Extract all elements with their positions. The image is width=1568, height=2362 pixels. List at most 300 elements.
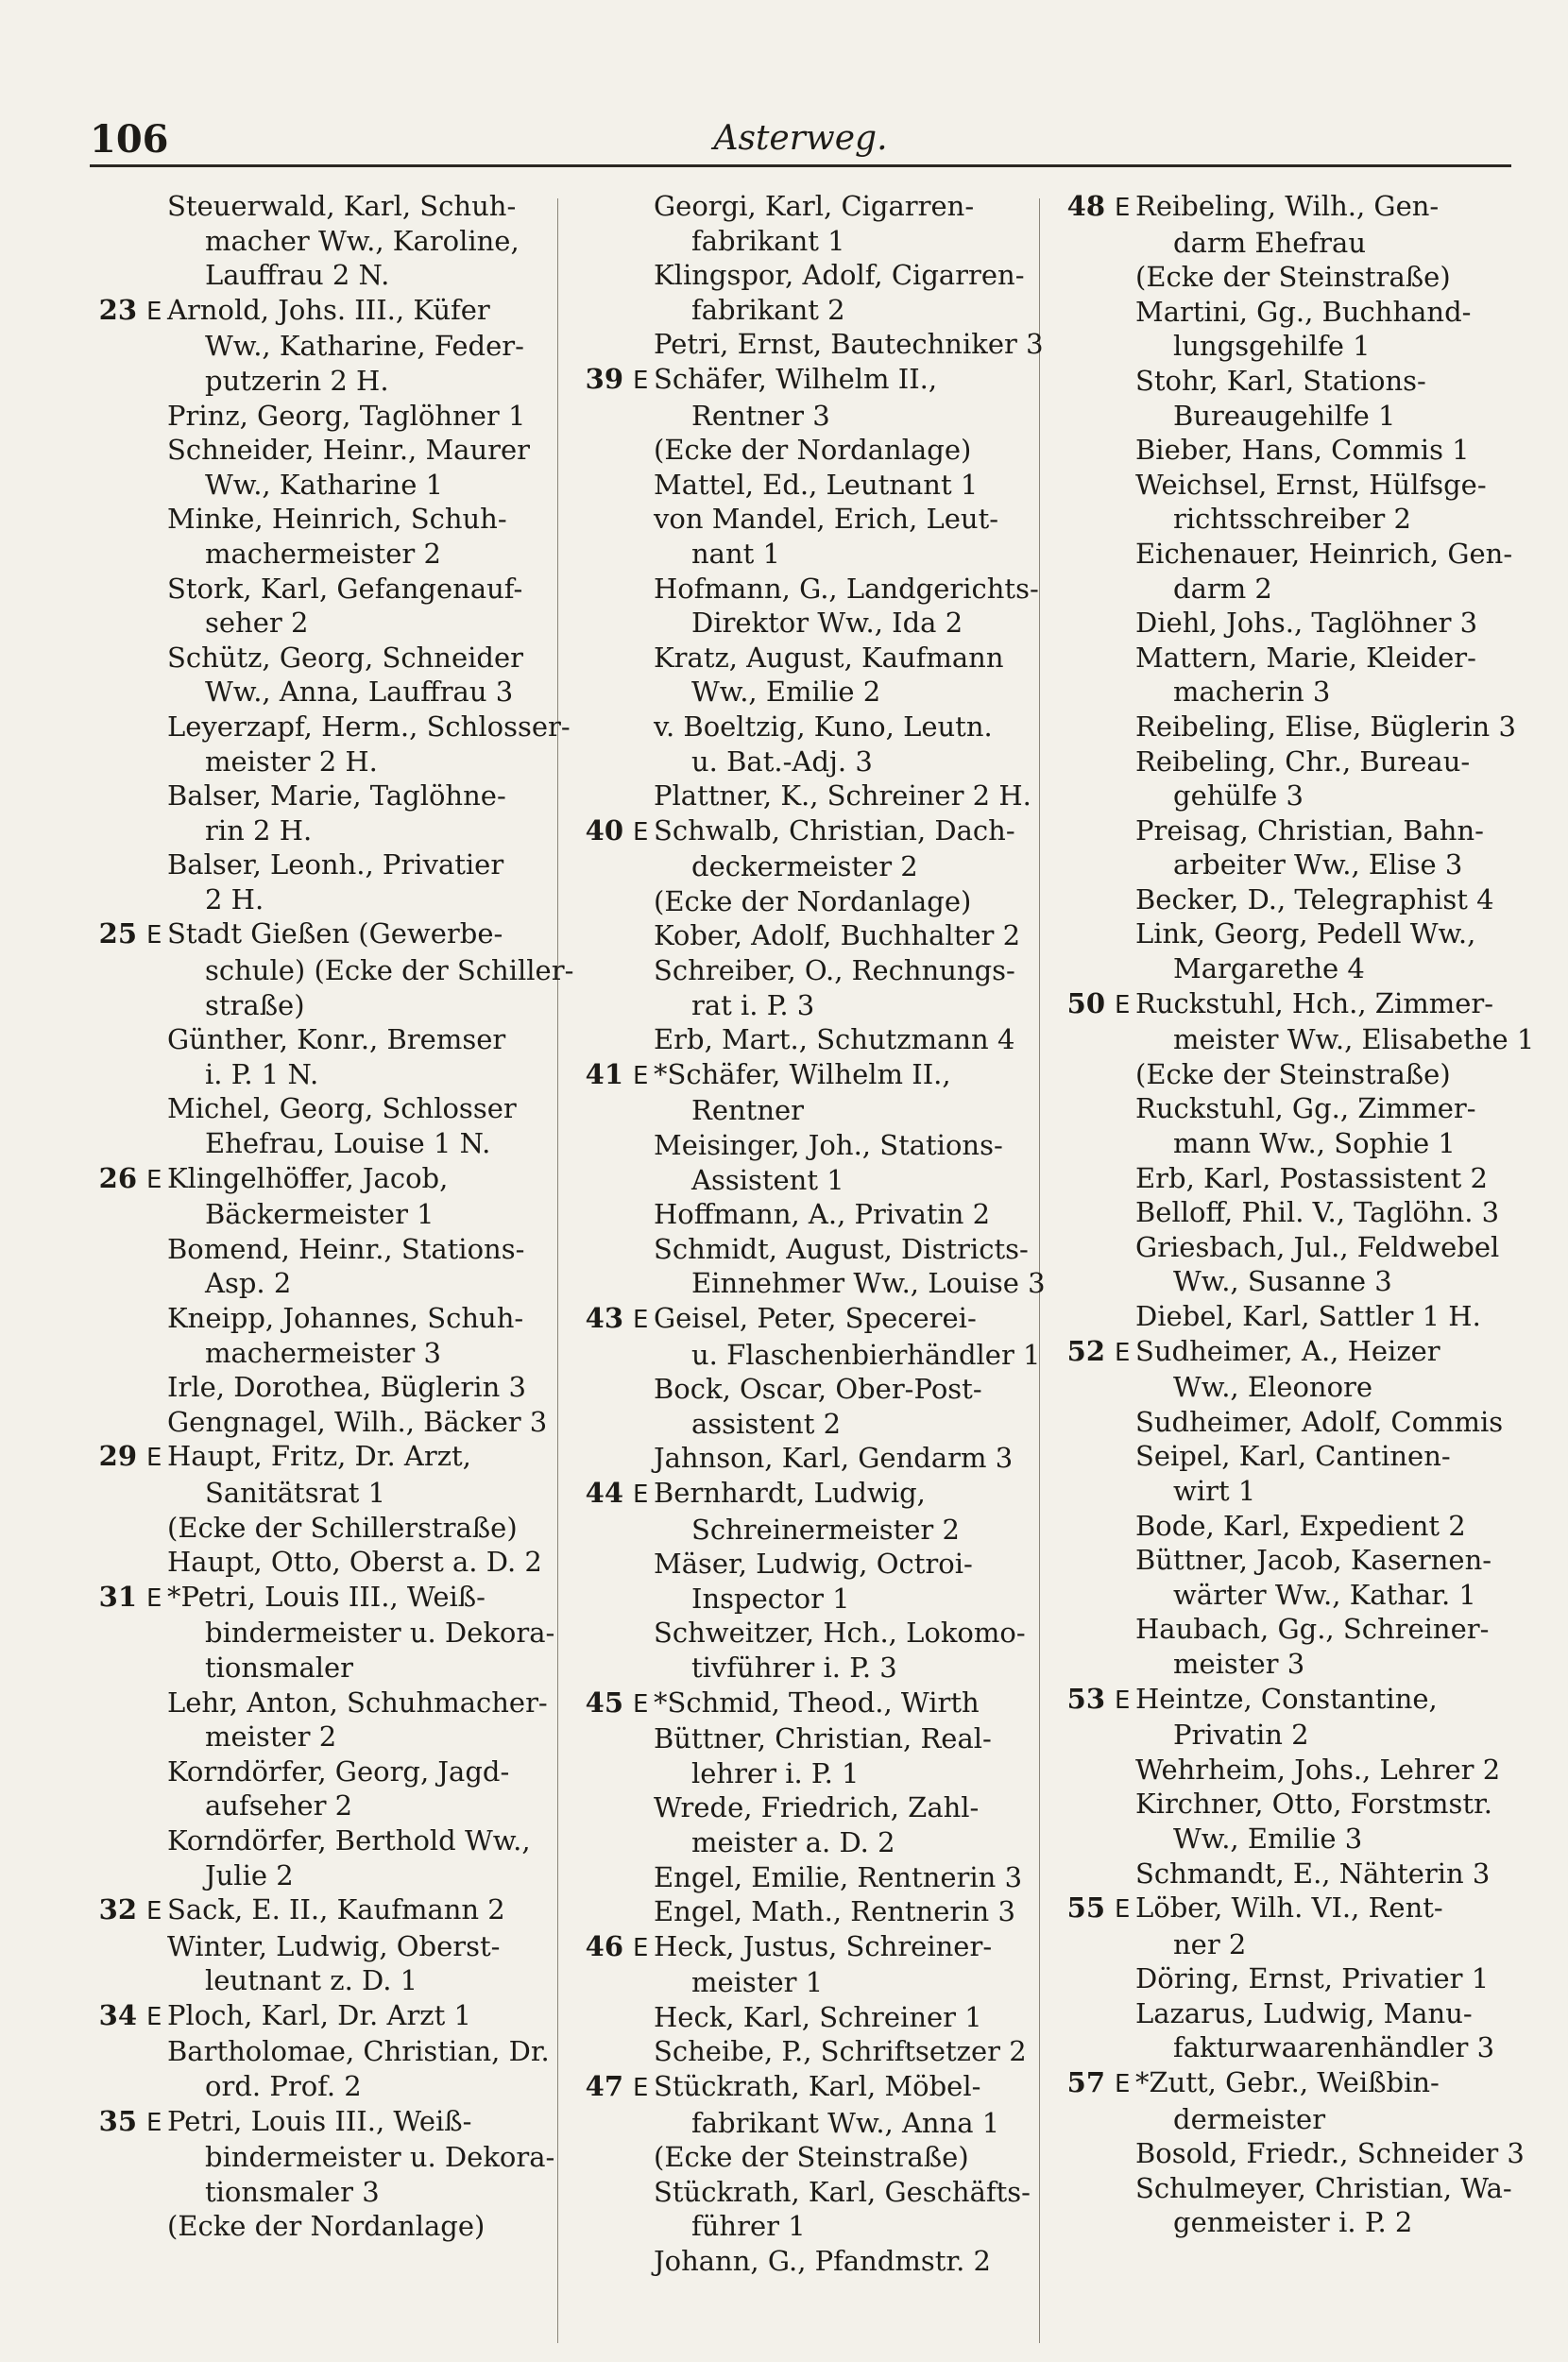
resident-line <box>567 1547 1058 1582</box>
entry-text: Ww., Emilie 3 <box>1173 1822 1363 1855</box>
entry-text: Bartholomae, Christian, Dr. <box>167 2035 550 2068</box>
owner-mark: E <box>633 2074 649 2103</box>
resident-line <box>1048 745 1540 779</box>
resident-line <box>567 779 1058 813</box>
street-heading: Asterweg. <box>713 119 888 158</box>
entry-text: Ww., Anna, Lauffrau 3 <box>205 676 514 709</box>
resident-line <box>567 641 1058 676</box>
resident-line <box>1048 364 1540 399</box>
entry-text: Erb, Mart., Schutzmann 4 <box>654 1023 1015 1056</box>
resident-line <box>80 572 571 607</box>
resident-line <box>567 293 1058 328</box>
entry-text: tivführer i. P. 3 <box>691 1651 897 1684</box>
entry-text: Klingspor, Adolf, Cigarren- <box>654 259 1025 292</box>
entry-text: ord. Prof. 2 <box>205 2070 362 2103</box>
owner-mark: E <box>1115 1338 1131 1367</box>
resident-line <box>567 258 1058 293</box>
entry-text: Lehr, Anton, Schuhmacher- <box>167 1686 548 1719</box>
resident-line <box>567 849 1058 884</box>
entry-text: machermeister 2 <box>205 537 441 570</box>
entry-text: mann Ww., Sophie 1 <box>1173 1127 1456 1160</box>
entry-text: Bosold, Friedr., Schneider 3 <box>1135 2137 1525 2170</box>
resident-line <box>567 1651 1058 1686</box>
resident-line <box>1048 226 1540 261</box>
entry-text: Gengnagel, Wilh., Bäcker 3 <box>167 1405 548 1438</box>
entry-text: (Ecke der Nordanlage) <box>654 884 972 917</box>
resident-line <box>80 1126 571 1161</box>
resident-line <box>1048 2171 1540 2206</box>
resident-line <box>1048 1509 1540 1544</box>
owner-mark: E <box>146 1583 162 1613</box>
resident-line <box>567 1372 1058 1407</box>
house-entry <box>1048 986 1540 1023</box>
resident-line <box>567 468 1058 503</box>
resident-line <box>80 606 571 641</box>
resident-line <box>1048 468 1540 503</box>
entry-text: Günther, Konr., Bremser <box>167 1023 506 1056</box>
entry-text: (Ecke der Nordanlage) <box>654 434 972 467</box>
resident-line <box>80 847 571 882</box>
house-number: 31 <box>98 1580 137 1613</box>
entry-text: gehülfe 3 <box>1173 779 1304 813</box>
entry-text: arbeiter Ww., Elise 3 <box>1173 848 1463 881</box>
resident-line <box>567 884 1058 919</box>
resident-line <box>80 399 571 434</box>
house-entry <box>1048 1334 1540 1371</box>
entry-text: *Schäfer, Wilhelm II., <box>654 1057 951 1090</box>
owner-mark: E <box>1115 1686 1131 1715</box>
house-number: 35 <box>98 2104 137 2137</box>
entry-text: Heck, Karl, Schreiner 1 <box>654 2000 982 2033</box>
resident-line <box>1048 1822 1540 1857</box>
entry-text: Leyerzapf, Herm., Schlosser- <box>167 710 571 743</box>
entry-text: Meisinger, Joh., Stations- <box>654 1129 1003 1162</box>
resident-line <box>1048 1961 1540 1996</box>
entry-text: Margarethe 4 <box>1173 952 1365 985</box>
resident-line <box>80 1545 571 1580</box>
entry-text: Eichenauer, Heinrich, Gen- <box>1135 537 1513 570</box>
entry-text: Ruckstuhl, Hch., Zimmer- <box>1135 986 1494 1019</box>
house-number: 40 <box>585 813 623 847</box>
entry-text: Hoffmann, A., Privatin 2 <box>654 1198 991 1231</box>
resident-line <box>567 1441 1058 1476</box>
entry-text: schule) (Ecke der Schiller- <box>205 954 574 987</box>
column-3 <box>1048 189 1540 2343</box>
resident-line <box>567 1163 1058 1198</box>
house-number: 25 <box>98 917 137 950</box>
entry-text: Bureaugehilfe 1 <box>1173 399 1396 432</box>
house-entry <box>80 1998 571 2035</box>
entry-text: richtsschreiber 2 <box>1173 503 1411 536</box>
entry-text: führer 1 <box>691 2210 806 2243</box>
resident-line <box>80 1405 571 1440</box>
entry-text: Löber, Wilh. VI., Rent- <box>1135 1891 1443 1925</box>
resident-line <box>1048 1578 1540 1613</box>
entry-text: Direktor Ww., Ida 2 <box>691 607 963 640</box>
owner-mark: E <box>146 921 162 950</box>
resident-line <box>567 1128 1058 1163</box>
owner-mark: E <box>633 1933 649 1962</box>
owner-mark: E <box>146 297 162 326</box>
entry-text: Steuerwald, Karl, Schuh- <box>167 190 517 222</box>
resident-line <box>80 710 571 745</box>
entry-text: macherin 3 <box>1173 676 1331 709</box>
entry-text: Scheibe, P., Schriftsetzer 2 <box>654 2035 1027 2068</box>
resident-line <box>1048 1543 1540 1578</box>
entry-text: fakturwaarenhändler 3 <box>1173 2031 1495 2064</box>
entry-text: machermeister 3 <box>205 1336 441 1369</box>
house-entry <box>80 1580 571 1617</box>
entry-text: Belloff, Phil. V., Taglöhn. 3 <box>1135 1196 1500 1229</box>
resident-line <box>1048 675 1540 710</box>
entry-text: Einnehmer Ww., Louise 3 <box>691 1267 1046 1300</box>
entry-text: Lauffrau 2 N. <box>205 259 390 292</box>
resident-line <box>1048 2030 1540 2065</box>
entry-text: seher 2 <box>205 607 309 640</box>
entry-text: Diebel, Karl, Sattler 1 H. <box>1135 1300 1481 1332</box>
entry-text: Bieber, Hans, Commis 1 <box>1135 434 1470 467</box>
entry-text: Hofmann, G., Landgerichts- <box>654 572 1039 605</box>
resident-line <box>1048 1787 1540 1822</box>
resident-line <box>567 675 1058 710</box>
resident-line <box>1048 1299 1540 1334</box>
resident-line <box>567 2106 1058 2141</box>
entry-text: (Ecke der Steinstraße) <box>654 2141 969 2174</box>
resident-line <box>567 606 1058 641</box>
house-entry <box>80 1161 571 1198</box>
entry-text: Mäser, Ludwig, Octroi- <box>654 1548 973 1581</box>
entry-text: fabrikant Ww., Anna 1 <box>691 2106 1000 2139</box>
resident-line <box>80 1197 571 1232</box>
entry-text: Plattner, K., Schreiner 2 H. <box>654 779 1031 813</box>
resident-line <box>80 1616 571 1651</box>
resident-line <box>567 1513 1058 1548</box>
entry-text: fabrikant 1 <box>691 224 845 257</box>
entry-text: Sanitätsrat 1 <box>205 1476 386 1509</box>
resident-line <box>80 1266 571 1301</box>
house-entry <box>567 362 1058 399</box>
house-number: 55 <box>1066 1891 1105 1925</box>
resident-line <box>567 1266 1058 1301</box>
resident-line <box>80 1929 571 1964</box>
entry-text: Balser, Leonh., Privatier <box>167 848 504 881</box>
resident-line <box>1048 1718 1540 1753</box>
entry-text: lungsgehilfe 1 <box>1173 330 1371 363</box>
column-2 <box>567 189 1058 2343</box>
house-entry <box>567 1057 1058 1094</box>
resident-line <box>567 2000 1058 2035</box>
entry-text: lehrer i. P. 1 <box>691 1756 860 1789</box>
entry-text: Georgi, Karl, Cigarren- <box>654 190 975 222</box>
entry-text: Michel, Georg, Schlosser <box>167 1092 517 1125</box>
house-entry <box>1048 2065 1540 2102</box>
resident-line <box>80 1651 571 1686</box>
entry-text: 2 H. <box>205 882 264 916</box>
owner-mark: E <box>633 1306 649 1334</box>
entry-text: Korndörfer, Georg, Jagd- <box>167 1754 510 1788</box>
resident-line <box>567 1093 1058 1128</box>
house-number: 45 <box>585 1686 623 1719</box>
entry-text: Büttner, Christian, Real- <box>654 1722 992 1755</box>
house-entry <box>567 1686 1058 1722</box>
house-entry <box>567 2069 1058 2106</box>
owner-mark: E <box>146 2002 162 2031</box>
entry-text: Lazarus, Ludwig, Manu- <box>1135 1996 1473 2029</box>
entry-text: meister 1 <box>691 1966 824 1999</box>
resident-line <box>567 1407 1058 1442</box>
resident-line <box>80 189 571 224</box>
resident-line <box>80 1336 571 1371</box>
entry-text: genmeister i. P. 2 <box>1173 2206 1413 2239</box>
resident-line <box>567 1721 1058 1756</box>
entry-text: Ploch, Karl, Dr. Arzt 1 <box>167 1998 471 2031</box>
entry-text: macher Ww., Karoline, <box>205 224 520 257</box>
resident-line <box>1048 1195 1540 1230</box>
resident-line <box>80 988 571 1023</box>
entry-text: Stork, Karl, Gefangenauf- <box>167 572 523 605</box>
resident-line <box>80 1057 571 1092</box>
owner-mark: E <box>633 1061 649 1090</box>
resident-line <box>567 224 1058 259</box>
resident-line <box>1048 433 1540 468</box>
entry-text: Döring, Ernst, Privatier 1 <box>1135 1962 1490 1995</box>
entry-text: nant 1 <box>691 537 780 570</box>
resident-line <box>80 1858 571 1893</box>
entry-text: Asp. 2 <box>205 1267 292 1300</box>
entry-text: Stückrath, Karl, Geschäfts- <box>654 2175 1031 2208</box>
resident-line <box>1048 1126 1540 1161</box>
entry-text: Ww., Katharine, Feder- <box>205 330 524 363</box>
house-number: 48 <box>1066 190 1105 222</box>
entry-text: u. Bat.-Adj. 3 <box>691 745 873 778</box>
entry-text: meister 2 H. <box>205 745 378 778</box>
house-number: 41 <box>585 1057 623 1090</box>
entry-text: Seipel, Karl, Cantinen- <box>1135 1440 1451 1473</box>
entry-text: Bock, Oscar, Ober-Post- <box>654 1373 982 1406</box>
entry-text: Reibeling, Elise, Büglerin 3 <box>1135 710 1516 743</box>
house-number: 57 <box>1066 2066 1105 2099</box>
entry-text: Assistent 1 <box>691 1163 844 1196</box>
entry-text: Rentner 3 <box>691 399 830 432</box>
page-number: 106 <box>90 117 169 162</box>
resident-line <box>80 779 571 813</box>
resident-line <box>567 1338 1058 1373</box>
entry-text: u. Flaschenbierhändler 1 <box>691 1338 1041 1371</box>
house-number: 43 <box>585 1302 623 1334</box>
resident-line <box>80 1091 571 1126</box>
entry-text: straße) <box>205 988 305 1021</box>
entry-text: Korndörfer, Berthold Ww., <box>167 1823 531 1857</box>
resident-line <box>1048 399 1540 434</box>
entry-text: Erb, Karl, Postassistent 2 <box>1135 1161 1488 1194</box>
resident-line <box>567 953 1058 988</box>
resident-line <box>567 2244 1058 2279</box>
entry-text: Kirchner, Otto, Forstmstr. <box>1135 1788 1492 1821</box>
resident-line <box>1048 260 1540 295</box>
house-number: 52 <box>1066 1334 1105 1367</box>
entry-text: Bomend, Heinr., Stations- <box>167 1232 525 1265</box>
entry-text: Ww., Susanne 3 <box>1173 1265 1392 1298</box>
resident-line <box>80 433 571 468</box>
resident-line <box>567 1756 1058 1791</box>
house-entry <box>80 1892 571 1929</box>
entry-text: Rentner <box>691 1094 805 1127</box>
entry-text: Jahnson, Karl, Gendarm 3 <box>654 1442 1014 1475</box>
resident-line <box>567 2175 1058 2210</box>
resident-line <box>80 1720 571 1754</box>
resident-line <box>1048 916 1540 951</box>
owner-mark: E <box>1115 2070 1131 2099</box>
entry-text: bindermeister u. Dekora- <box>205 1617 555 1650</box>
resident-line <box>567 1582 1058 1617</box>
resident-line <box>80 1232 571 1267</box>
resident-line <box>567 1197 1058 1232</box>
owner-mark: E <box>1115 194 1131 222</box>
resident-line <box>567 572 1058 607</box>
entry-text: dermeister <box>1173 2102 1326 2135</box>
resident-line <box>1048 1857 1540 1891</box>
entry-text: *Petri, Louis III., Weiß- <box>167 1580 486 1613</box>
entry-text: Ruckstuhl, Gg., Zimmer- <box>1135 1092 1476 1125</box>
entry-text: wärter Ww., Kathar. 1 <box>1173 1578 1476 1611</box>
entry-text: Bode, Karl, Expedient 2 <box>1135 1509 1466 1542</box>
resident-line <box>1048 1996 1540 2031</box>
entry-text: Ww., Katharine 1 <box>205 468 444 501</box>
entry-text: *Schmid, Theod., Wirth <box>654 1686 980 1719</box>
resident-line <box>80 2209 571 2244</box>
resident-line <box>567 1860 1058 1895</box>
resident-line <box>567 189 1058 224</box>
resident-line <box>80 364 571 399</box>
owner-mark: E <box>1115 1895 1131 1925</box>
resident-line <box>1048 1264 1540 1299</box>
resident-line <box>1048 813 1540 848</box>
resident-line <box>80 537 571 572</box>
entry-text: Klingelhöffer, Jacob, <box>167 1161 449 1194</box>
entry-text: Link, Georg, Pedell Ww., <box>1135 917 1476 950</box>
entry-text: Winter, Ludwig, Oberst- <box>167 1929 501 1962</box>
resident-line <box>567 1232 1058 1267</box>
house-entry <box>567 813 1058 850</box>
house-entry <box>1048 1682 1540 1719</box>
entry-text: Schäfer, Wilhelm II., <box>654 362 938 395</box>
entry-text: darm Ehefrau <box>1173 226 1367 259</box>
resident-line <box>567 988 1058 1023</box>
entry-text: Heintze, Constantine, <box>1135 1682 1438 1715</box>
resident-line <box>567 745 1058 779</box>
house-entry <box>80 916 571 953</box>
resident-line <box>80 2069 571 2104</box>
resident-line <box>567 502 1058 537</box>
entry-text: wirt 1 <box>1173 1474 1256 1507</box>
entry-text: Preisag, Christian, Bahn- <box>1135 813 1484 847</box>
entry-text: Johann, G., Pfandmstr. 2 <box>654 2245 992 2278</box>
resident-line <box>80 641 571 676</box>
resident-line <box>1048 329 1540 364</box>
resident-line <box>567 433 1058 468</box>
entry-text: Sack, E. II., Kaufmann 2 <box>167 1893 505 1926</box>
entry-text: meister Ww., Elisabethe 1 <box>1173 1023 1535 1056</box>
entry-text: Becker, D., Telegraphist 4 <box>1135 882 1494 916</box>
entry-text: meister a. D. 2 <box>691 1825 895 1858</box>
entry-text: Griesbach, Jul., Feldwebel <box>1135 1230 1500 1263</box>
resident-line <box>1048 1370 1540 1405</box>
resident-line <box>1048 1057 1540 1092</box>
resident-line <box>1048 710 1540 745</box>
entry-text: rin 2 H. <box>205 813 313 847</box>
entry-text: Petri, Louis III., Weiß- <box>167 2104 472 2137</box>
resident-line <box>567 399 1058 434</box>
resident-line <box>567 2140 1058 2175</box>
entry-text: Schreinermeister 2 <box>691 1513 960 1546</box>
entry-text: Arnold, Johs. III., Küfer <box>167 293 490 326</box>
owner-mark: E <box>633 817 649 847</box>
resident-line <box>80 1823 571 1858</box>
entry-text: (Ecke der Steinstraße) <box>1135 1057 1451 1090</box>
entry-text: Stückrath, Karl, Möbel- <box>654 2070 981 2103</box>
owner-mark: E <box>633 1689 649 1719</box>
house-entry <box>567 1476 1058 1513</box>
resident-line <box>80 2175 571 2210</box>
house-number: 50 <box>1066 986 1105 1019</box>
entry-text: Weichsel, Ernst, Hülfsge- <box>1135 468 1487 501</box>
owner-mark: E <box>633 1480 649 1509</box>
house-entry <box>567 1929 1058 1966</box>
house-entry <box>80 1439 571 1476</box>
entry-text: *Zutt, Gebr., Weißbin- <box>1135 2066 1440 2099</box>
entry-text: Mattel, Ed., Leutnant 1 <box>654 468 979 501</box>
entry-text: Haupt, Otto, Oberst a. D. 2 <box>167 1546 542 1579</box>
entry-text: Diehl, Johs., Taglöhner 3 <box>1135 607 1478 640</box>
entry-text: Engel, Emilie, Rentnerin 3 <box>654 1860 1023 1893</box>
resident-line <box>1048 641 1540 676</box>
entry-text: Kneipp, Johannes, Schuh- <box>167 1302 524 1334</box>
resident-line <box>1048 1927 1540 1962</box>
resident-line <box>80 1301 571 1336</box>
entry-text: Ehefrau, Louise 1 N. <box>205 1127 491 1160</box>
resident-line <box>1048 606 1540 641</box>
resident-line <box>567 918 1058 953</box>
entry-text: Haubach, Gg., Schreiner- <box>1135 1613 1490 1646</box>
resident-line <box>80 1022 571 1057</box>
resident-line <box>80 258 571 293</box>
entry-text: ner 2 <box>1173 1927 1247 1960</box>
entry-text: rat i. P. 3 <box>691 988 815 1021</box>
resident-line <box>1048 1439 1540 1474</box>
entry-text: Mattern, Marie, Kleider- <box>1135 641 1476 674</box>
resident-line <box>1048 1405 1540 1440</box>
resident-line <box>567 710 1058 745</box>
entry-text: Stadt Gießen (Gewerbe- <box>167 917 503 950</box>
entry-text: Bäckermeister 1 <box>205 1198 435 1231</box>
entry-text: Schweitzer, Hch., Lokomo- <box>654 1617 1026 1650</box>
resident-line <box>1048 951 1540 986</box>
resident-line <box>80 1370 571 1405</box>
entry-text: Ww., Emilie 2 <box>691 676 881 709</box>
resident-line <box>1048 1474 1540 1509</box>
resident-line <box>80 2034 571 2069</box>
entry-text: Schwalb, Christian, Dach- <box>654 813 1015 847</box>
house-number: 46 <box>585 1929 623 1962</box>
entry-text: Stohr, Karl, Stations- <box>1135 364 1426 397</box>
house-number: 34 <box>98 1998 137 2031</box>
entry-text: deckermeister 2 <box>691 850 918 883</box>
house-number: 47 <box>585 2070 623 2103</box>
owner-mark: E <box>1115 990 1131 1019</box>
resident-line <box>567 2209 1058 2244</box>
entry-text: fabrikant 2 <box>691 293 845 326</box>
entry-text: Engel, Math., Rentnerin 3 <box>654 1895 1015 1928</box>
